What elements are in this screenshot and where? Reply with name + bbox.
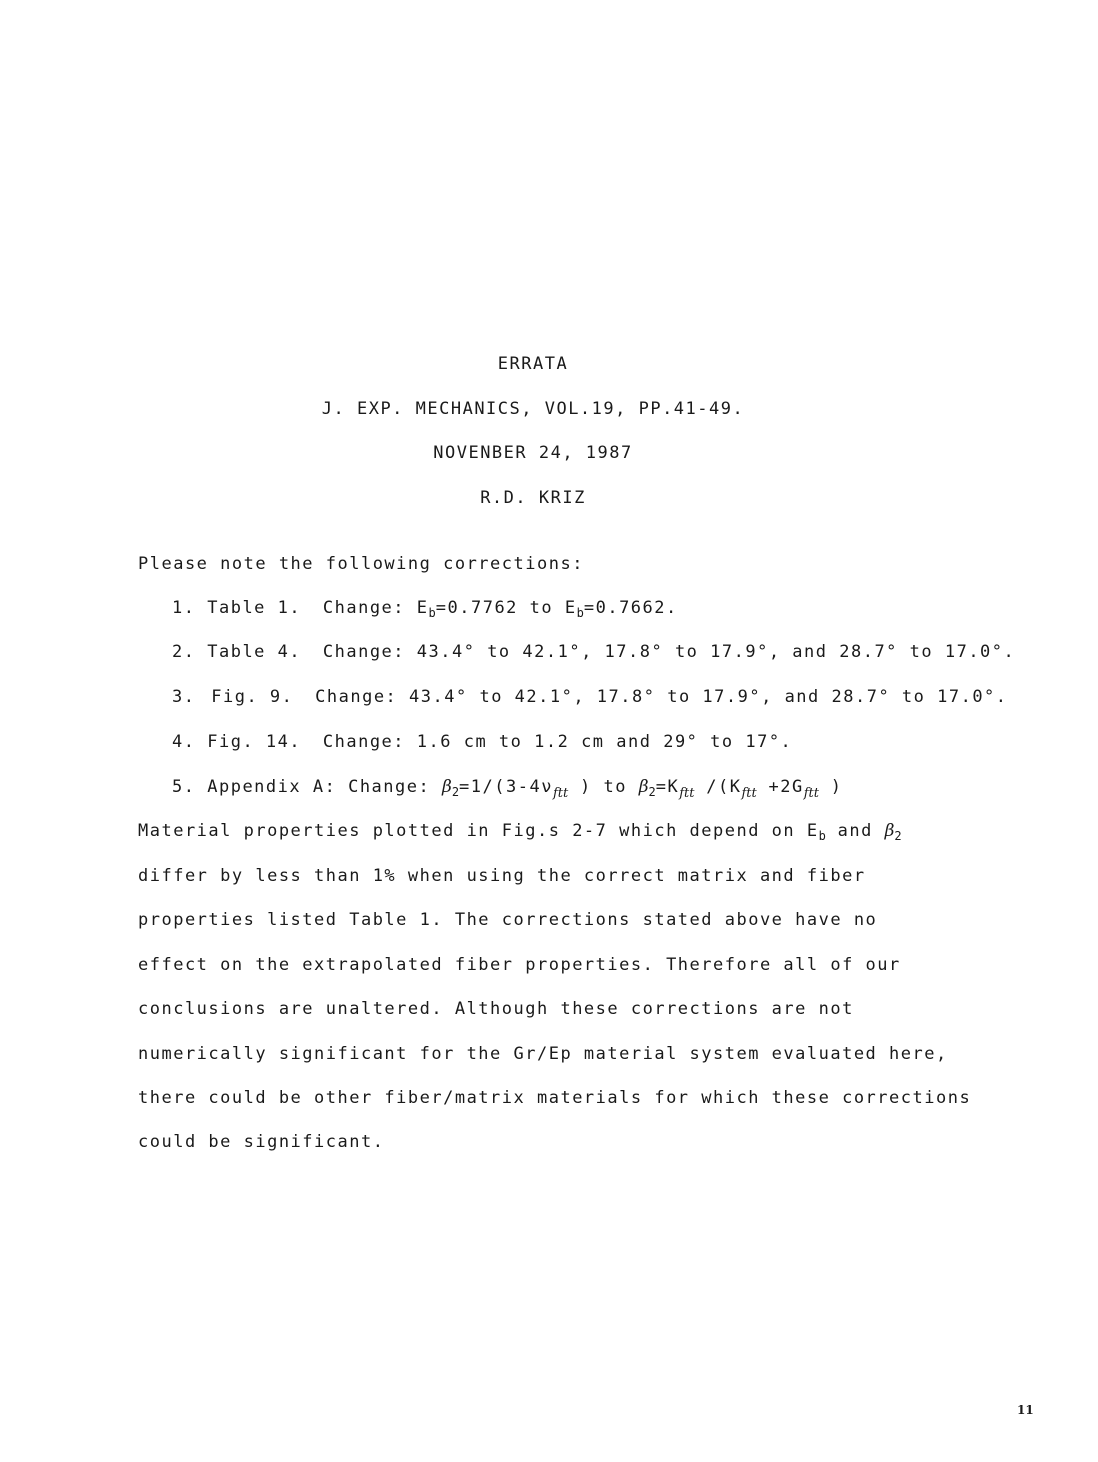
correction-item-4 [172,731,792,753]
correction-number: 3. [172,687,196,707]
and-word: and [837,821,873,841]
correction-item-2 [172,641,1015,663]
beta-subscript: 2 [894,829,902,843]
paragraph-line-2: differ by less than 1% when using the correct matrix and fiber [138,866,866,886]
change-label: Change: [322,642,406,662]
correction-item-1 [172,597,678,619]
correction-reference: Table 1. [207,598,302,618]
beta-symbol: β [884,821,895,841]
ftt-subscript: ftt [803,786,819,801]
change-label: Change: [315,687,398,707]
new-value: =0.7662. [583,598,678,618]
correction-reference: Fig. 14. [207,732,302,752]
beta-symbol: β [441,777,452,797]
correction-number: 1. [172,598,196,618]
correction-text: 43.4° to 42.1°, 17.8° to 17.9°, and 28.7° to 17.0°. [416,642,1016,662]
intro-text: Please note the following corrections: [138,554,584,574]
subscript-b: b [576,606,584,620]
beta-subscript: 2 [648,785,656,799]
correction-item-3 [172,686,1008,708]
old-formula: =1/(3-4ν [459,777,553,797]
correction-reference: Table 4. [207,642,302,662]
correction-text: 43.4° to 42.1°, 17.8° to 17.9°, and 28.7° to 17.0°. [409,687,1008,707]
symbol-e: E [416,598,429,618]
beta-symbol: β [638,777,649,797]
paragraph-line-7: there could be other fiber/matrix materials for which these corrections [138,1088,972,1108]
subscript-b: b [818,829,826,843]
paren-close: ) [579,777,592,797]
paragraph-line-8: could be significant. [138,1132,385,1152]
subscript-b: b [428,606,436,620]
correction-number: 2. [172,642,196,662]
to-word: to [603,777,627,797]
paragraph-line-5: conclusions are unaltered. Although these corrections are not [138,999,854,1019]
paragraph-line-6: numerically significant for the Gr/Ep material system evaluated here, [138,1044,948,1064]
errata-title: ERRATA [497,354,569,374]
change-label: Change: [348,777,431,797]
ftt-subscript: ftt [552,786,569,801]
symbol-e: E [564,598,577,618]
paragraph-line-3: properties listed Table 1. The corrections stated above have no [138,910,878,930]
paren-close: ) [830,777,843,797]
correction-number: 5. [172,777,196,797]
change-label: Change: [322,732,406,752]
errata-date: NOVENBER 24, 1987 [433,443,633,463]
correction-reference: Appendix A: [207,777,337,797]
new-formula-k: =K [655,777,680,797]
correction-reference: Fig. 9. [211,687,294,707]
paragraph-line-4: effect on the extrapolated fiber properties. Therefore all of our [138,955,901,975]
journal-citation: J. EXP. MECHANICS, VOL.19, PP.41-49. [321,399,745,419]
change-label: Change: [322,598,406,618]
beta-subscript: 2 [451,785,460,799]
correction-item-5 [172,776,843,801]
new-formula-denominator: /(K [706,777,742,797]
ftt-subscript: ftt [741,786,757,801]
new-formula-plus-g: +2G [768,777,804,797]
ftt-subscript: ftt [679,786,695,801]
old-value: =0.7762 to [435,598,554,618]
paragraph-text: Material properties plotted in Fig.s 2-7 which depend on E [138,821,819,841]
author-name: R.D. KRIZ [480,488,586,508]
correction-text: 1.6 cm to 1.2 cm and 29° to 17°. [416,732,793,752]
paragraph-line-1 [138,820,902,842]
correction-number: 4. [172,732,196,752]
page-number: 11 [1017,1403,1034,1417]
